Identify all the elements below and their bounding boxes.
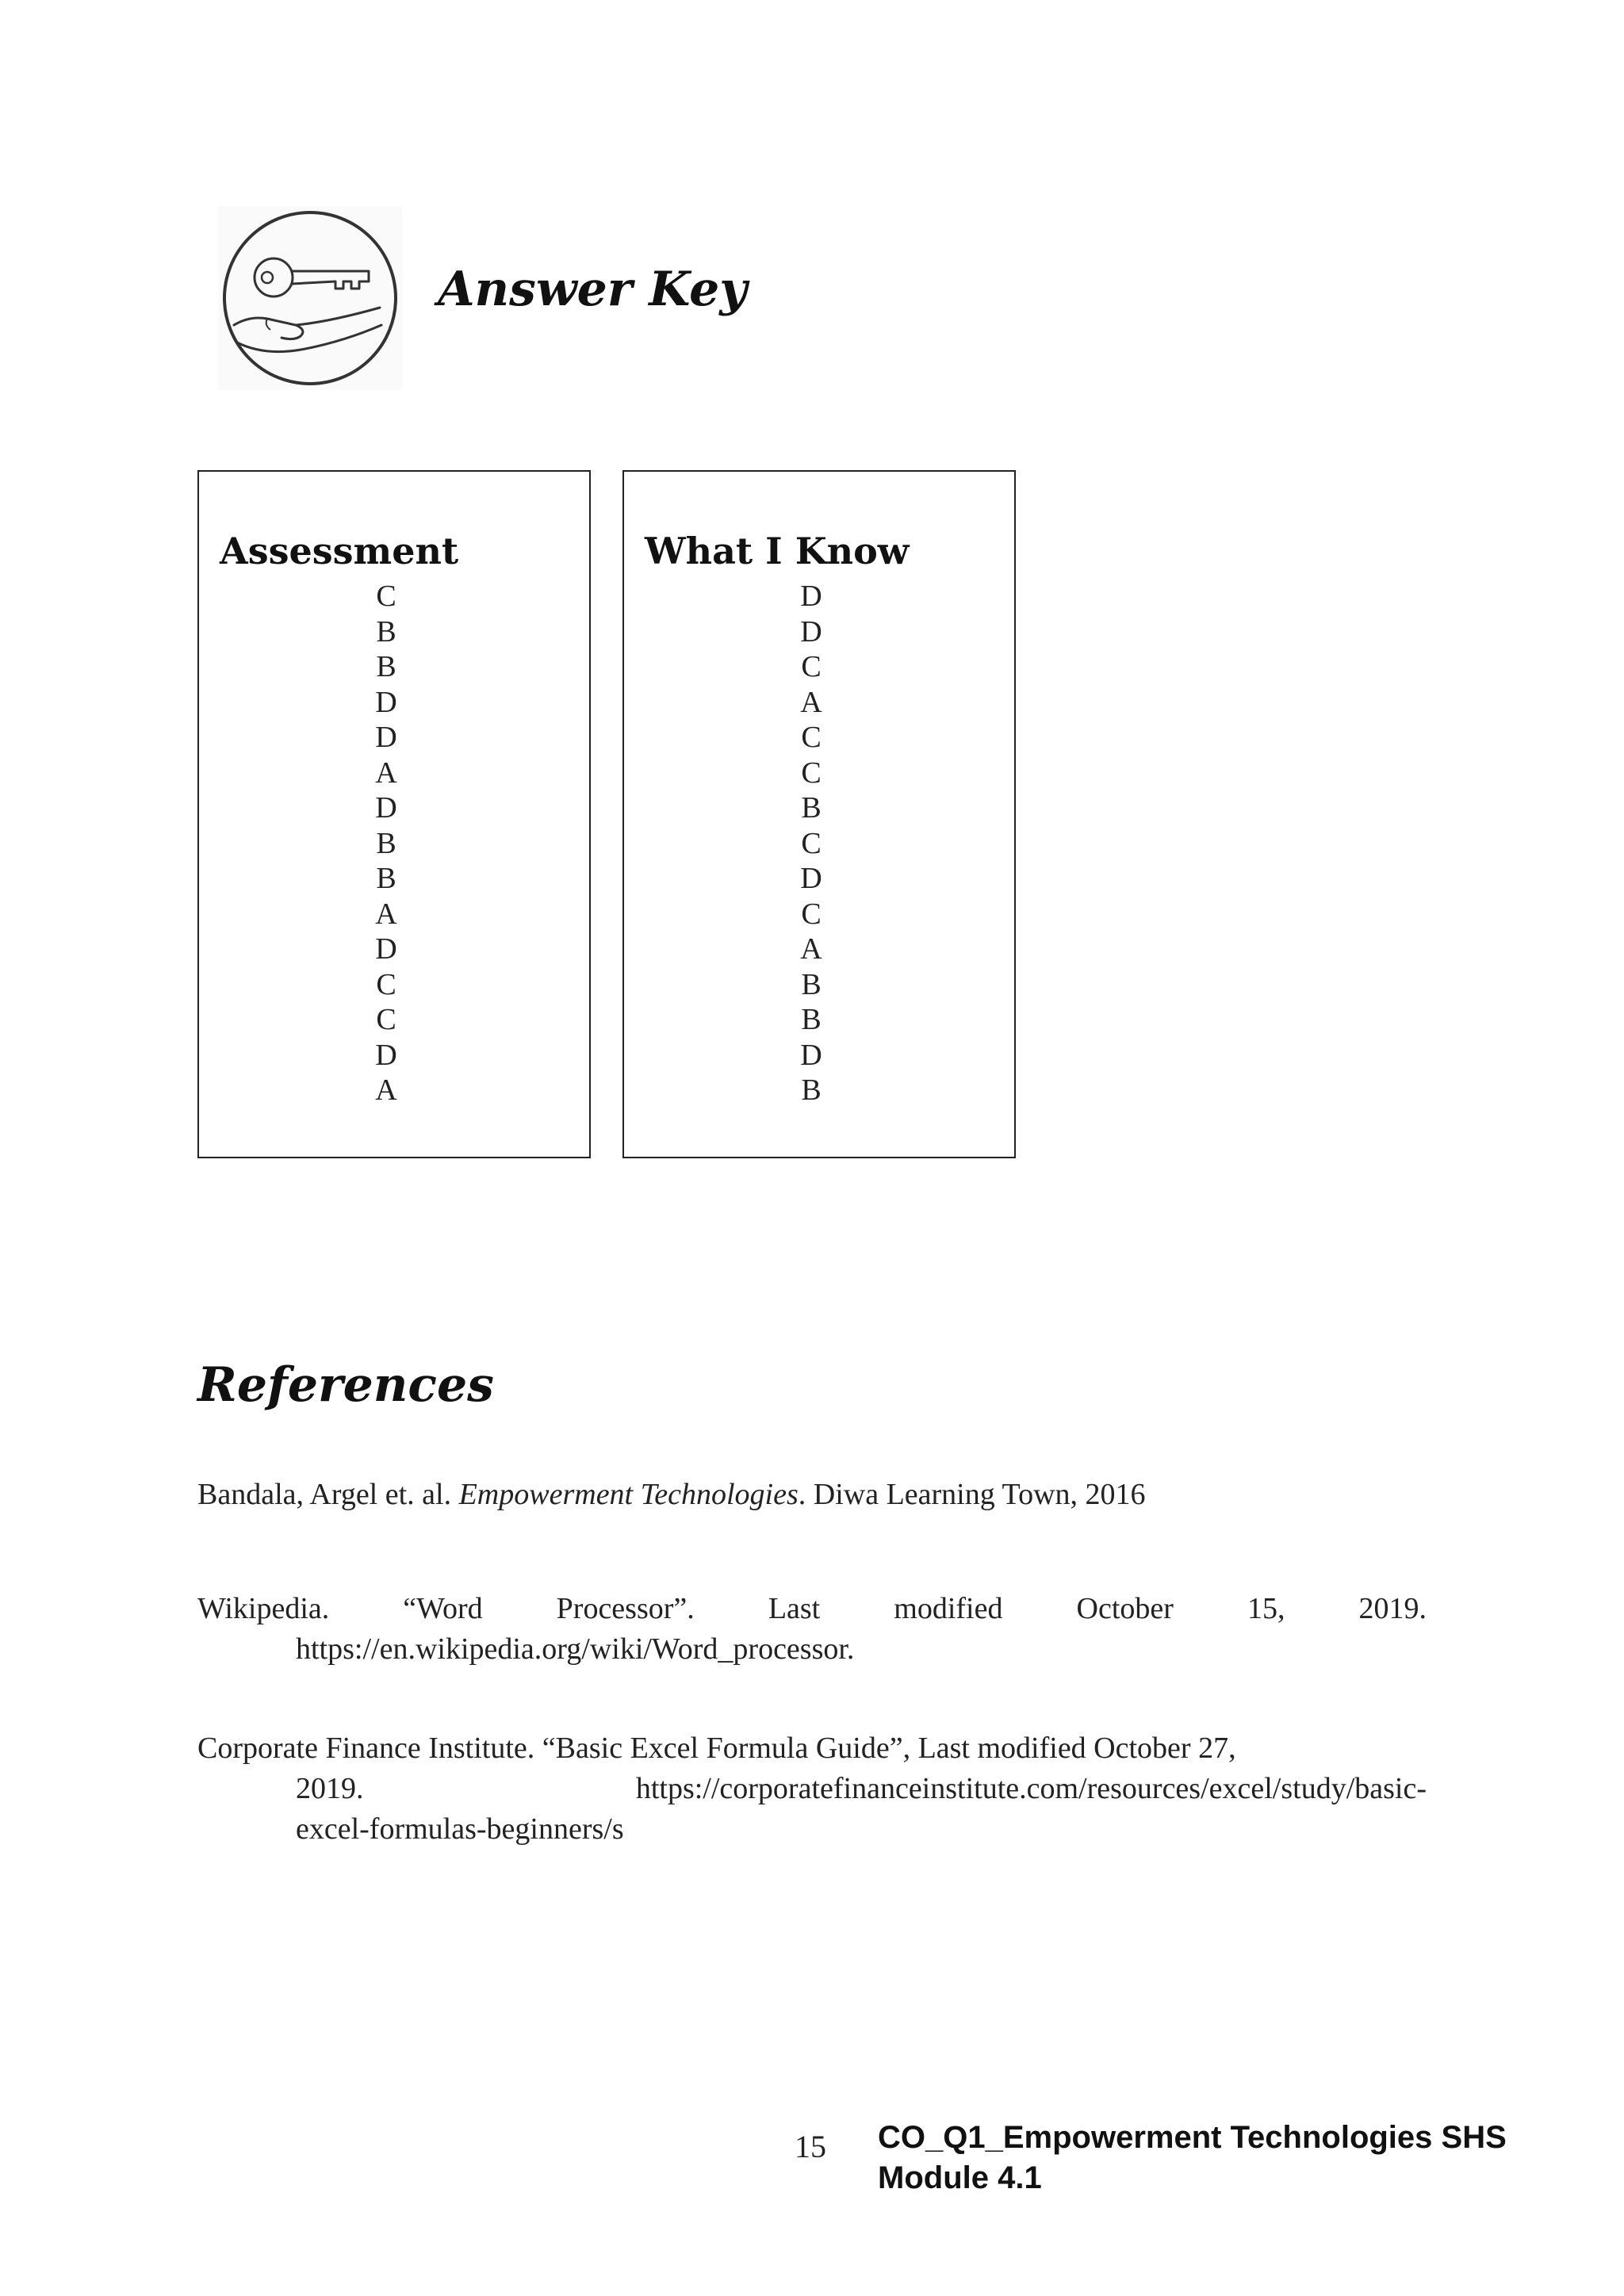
list-item: C	[801, 721, 822, 754]
ref1-book-title: Empowerment Technologies	[458, 1478, 799, 1511]
ref2-line-1: Wikipedia. “Word Processor”. Last modified October 15, 2019.	[197, 1592, 1427, 1625]
reference-entry-2	[197, 1589, 1427, 1670]
list-item: D	[375, 1038, 397, 1072]
list-item: A	[375, 897, 397, 931]
reference-entry-3	[197, 1728, 1427, 1850]
assessment-heading: Assessment	[220, 530, 459, 572]
list-item: C	[376, 1003, 396, 1036]
list-item: B	[801, 967, 822, 1001]
page-number: 15	[795, 2129, 826, 2164]
list-item: C	[801, 650, 822, 683]
list-item: A	[375, 756, 397, 790]
list-item: B	[376, 862, 396, 895]
footer-module-title	[878, 2118, 1507, 2198]
list-item: C	[801, 826, 822, 860]
references-title: References	[197, 1357, 494, 1413]
assessment-answer-list	[199, 579, 397, 1108]
list-item: D	[800, 580, 822, 613]
ref2-url: https://en.wikipedia.org/wiki/Word_processor.	[296, 1632, 855, 1666]
ref3-line-2: 2019. https://corporatefinanceinstitute.com/resources/excel/study/basic-	[296, 1772, 1427, 1805]
list-item: D	[800, 1038, 822, 1072]
list-item: B	[801, 1003, 822, 1036]
list-item: C	[376, 967, 396, 1001]
list-item: B	[376, 650, 396, 683]
list-item: D	[800, 862, 822, 895]
list-item: C	[376, 580, 396, 613]
list-item: B	[376, 614, 396, 649]
list-item: D	[375, 791, 397, 825]
list-item: A	[800, 685, 822, 719]
what-i-know-heading: What I Know	[645, 530, 910, 572]
key-in-hand-icon	[218, 206, 402, 390]
list-item: C	[801, 897, 822, 931]
list-item: D	[375, 932, 397, 966]
list-item: B	[801, 1073, 822, 1107]
footer-line-2: Module 4.1	[878, 2160, 1042, 2195]
ref1-authors: Bandala, Argel et. al.	[197, 1478, 459, 1511]
reference-entry-1	[197, 1475, 1427, 1515]
list-item: D	[800, 614, 822, 649]
list-item: D	[375, 721, 397, 754]
assessment-answer-box	[197, 470, 591, 1158]
list-item: D	[375, 685, 397, 719]
what-i-know-answer-box	[622, 470, 1016, 1158]
answer-key-title: Answer Key	[438, 262, 748, 317]
list-item: C	[801, 756, 822, 790]
list-item: B	[376, 826, 396, 860]
what-i-know-answer-list	[624, 579, 822, 1108]
footer-line-1: CO_Q1_Empowerment Technologies SHS	[878, 2120, 1507, 2155]
list-item: A	[375, 1073, 397, 1107]
ref3-line-3: excel-formulas-beginners/s	[296, 1812, 624, 1846]
list-item: A	[800, 932, 822, 966]
ref1-publisher: . Diwa Learning Town, 2016	[798, 1478, 1146, 1511]
ref3-line-1: Corporate Finance Institute. “Basic Excel Formula Guide”, Last modified October 27,	[197, 1732, 1236, 1765]
list-item: B	[801, 791, 822, 825]
